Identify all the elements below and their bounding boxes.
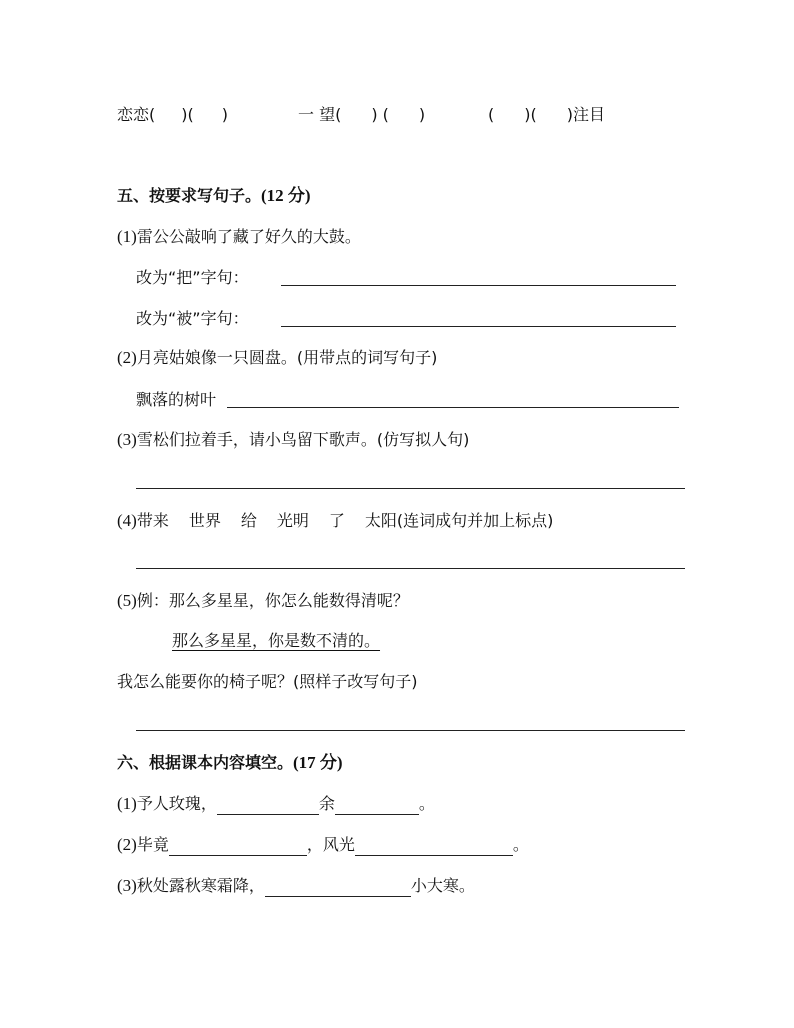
s6-q1-number: (1) xyxy=(117,794,137,813)
s5-q4-word-5: 了 xyxy=(328,511,345,530)
s5-q1-bei xyxy=(136,308,249,330)
section-5-heading xyxy=(117,185,311,207)
idiom-1-end: ) xyxy=(221,105,228,124)
s5-q2-answer xyxy=(136,389,216,411)
s5-q5 xyxy=(117,590,409,612)
s6-q3-pre: 秋处露秋寒霜降， xyxy=(136,876,265,895)
s6-q1 xyxy=(117,793,435,815)
idiom-3-end: )注目 xyxy=(566,105,605,124)
section-6-heading xyxy=(117,752,343,774)
s5-q2-text: 月亮姑娘像一只圆盘。(用带点的词写句子) xyxy=(136,348,438,367)
s5-q4-answer-line[interactable] xyxy=(136,568,685,569)
s5-q2-answer-prefix: 飘落的树叶 xyxy=(136,390,217,409)
s5-q1-ba xyxy=(136,267,249,289)
s5-q1 xyxy=(117,226,361,248)
section-6-title: 六、根据课本内容填空。 xyxy=(117,753,294,772)
s5-q1-text: 雷公公敲响了藏了好久的大鼓。 xyxy=(136,227,361,246)
idiom-1-prefix: 恋恋( xyxy=(117,105,156,124)
s5-q3-text: 雪松们拉着手，请小鸟留下歌声。(仿写拟人句) xyxy=(136,430,470,449)
idiom-row xyxy=(117,104,228,126)
s6-q3-end: 小大寒。 xyxy=(410,876,475,895)
section-6-score: (17 分) xyxy=(293,753,343,772)
s5-q5-number: (5) xyxy=(117,591,137,610)
s6-q2 xyxy=(117,834,529,856)
section-5-title: 五、按要求写句子。 xyxy=(117,186,262,205)
s5-q5-task-row xyxy=(117,671,418,693)
s6-q1-mid: 余 xyxy=(318,794,335,813)
s5-q2 xyxy=(117,347,437,369)
s6-q3-blank[interactable] xyxy=(265,878,411,897)
idiom-1-mid: )( xyxy=(181,105,194,124)
s5-q5-example-answer-row xyxy=(172,630,380,652)
ba-label: 改为“把”字句： xyxy=(136,268,249,287)
s6-q2-mid: ，风光 xyxy=(306,835,355,854)
s5-q4-word-3: 给 xyxy=(240,511,257,530)
s5-q2-number: (2) xyxy=(117,348,137,367)
s5-q1-number: (1) xyxy=(117,227,137,246)
section-5-score: (12 分) xyxy=(261,186,311,205)
s5-q4-word-4: 光明 xyxy=(276,511,309,530)
s5-q5-task: 我怎么能要你的椅子呢？(照样子改写句子) xyxy=(117,672,418,691)
s5-q4-word-6: 太阳(连词成句并加上标点) xyxy=(364,511,554,530)
bei-answer-line[interactable] xyxy=(281,326,676,327)
idiom-2-prefix: 一 望( xyxy=(298,105,342,124)
s6-q3-number: (3) xyxy=(117,876,137,895)
s5-q5-example: 例：那么多星星，你怎么能数得清呢？ xyxy=(136,591,409,610)
s6-q3 xyxy=(117,875,475,897)
s6-q1-end: 。 xyxy=(418,794,435,813)
s5-q3-answer-line[interactable] xyxy=(136,488,685,489)
s5-q3 xyxy=(117,429,469,451)
bei-label: 改为“被”字句： xyxy=(136,309,249,328)
s5-q3-number: (3) xyxy=(117,430,137,449)
s6-q2-pre: 毕竟 xyxy=(136,835,169,854)
s5-q5-example-answer: 那么多星星，你是数不清的。 xyxy=(172,631,381,650)
s6-q1-pre: 予人玫瑰， xyxy=(136,794,217,813)
s6-q2-end: 。 xyxy=(512,835,529,854)
idiom-2-end: ) xyxy=(418,105,426,124)
s6-q1-blank-2[interactable] xyxy=(335,796,419,815)
s6-q2-blank-2[interactable] xyxy=(355,837,513,856)
idiom-row-3 xyxy=(488,104,605,126)
ba-answer-line[interactable] xyxy=(281,285,676,286)
s5-q4-word-2: 世界 xyxy=(188,511,221,530)
s6-q2-blank-1[interactable] xyxy=(169,837,307,856)
idiom-row-2 xyxy=(298,104,425,126)
s5-q2-answer-line[interactable] xyxy=(227,407,679,408)
idiom-2-mid: ) ( xyxy=(371,105,389,124)
idiom-3-mid: )( xyxy=(524,105,537,124)
s6-q2-number: (2) xyxy=(117,835,137,854)
s5-q4 xyxy=(117,510,553,532)
s5-q4-word-1: 带来 xyxy=(136,511,169,530)
s5-q5-answer-line[interactable] xyxy=(136,730,685,731)
s5-q4-number: (4) xyxy=(117,511,137,530)
idiom-3-prefix: ( xyxy=(488,105,495,124)
s6-q1-blank-1[interactable] xyxy=(217,796,319,815)
